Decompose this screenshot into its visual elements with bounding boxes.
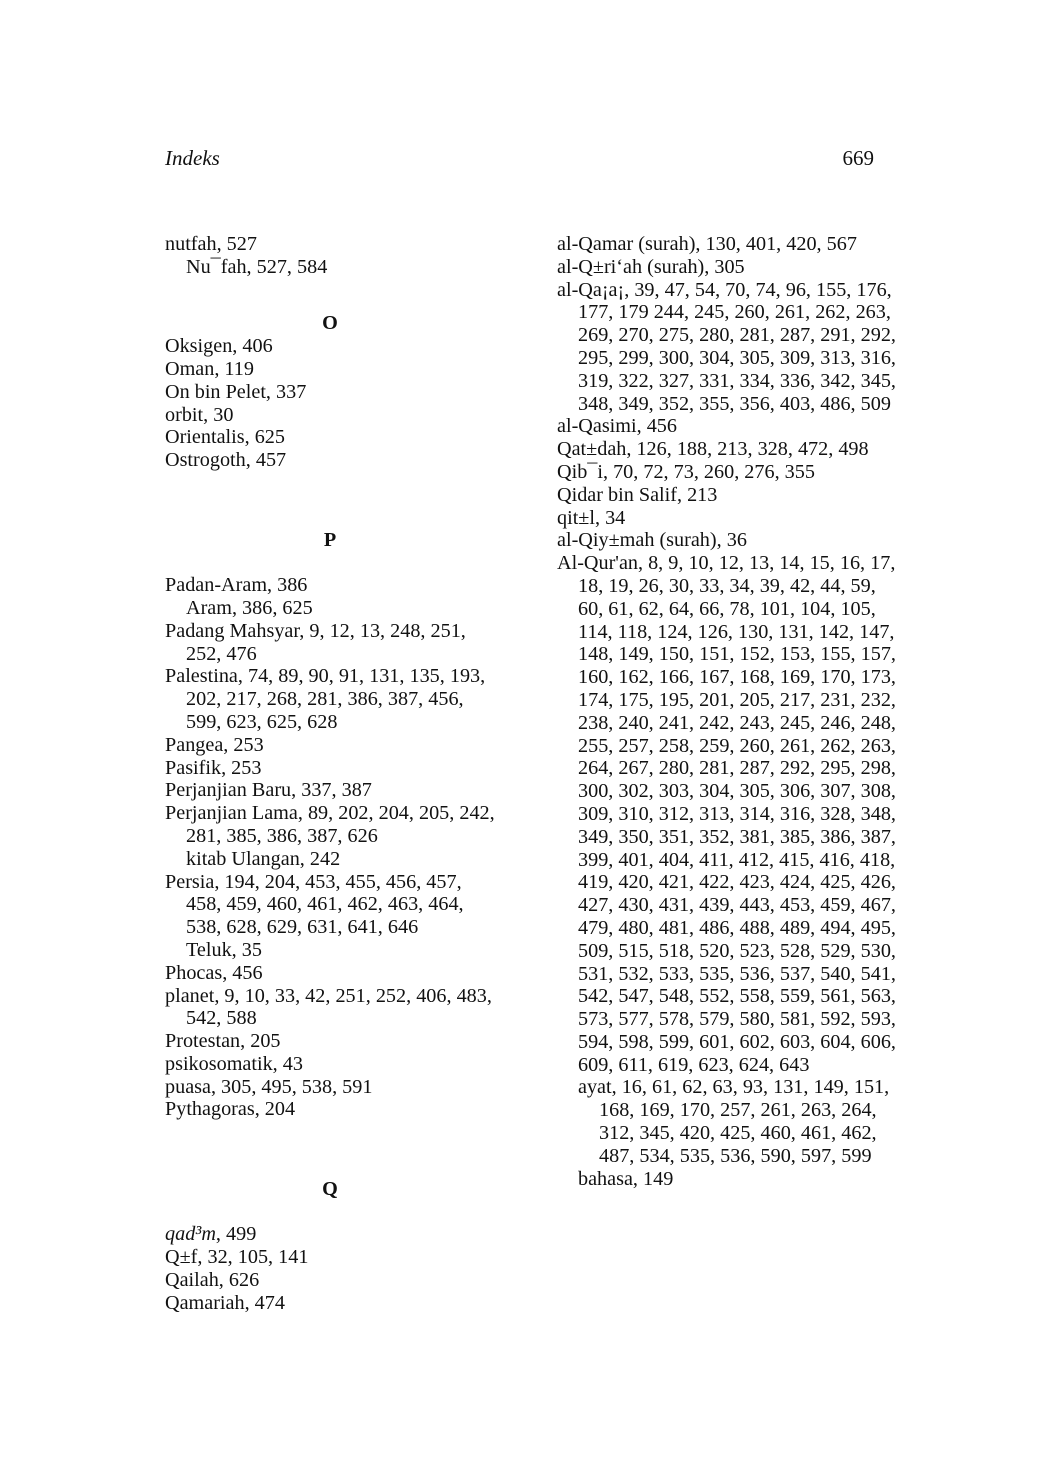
index-subentry: ayat, 16, 61, 62, 63, 93, 131, 149, 151, 168, 169, 170, 257, 261, 263, 264, 312, 345, 420, 425, 460, 461, 462, 487, 534, 535, 536, 590, 597, 599: [578, 1076, 890, 1167]
index-entry: Pasifik, 253: [165, 756, 262, 779]
index-entry: Orientalis, 625: [165, 426, 285, 449]
index-subentry: kitab Ulangan, 242: [186, 847, 341, 870]
index-subentry: bahasa, 149: [578, 1167, 674, 1190]
index-entry: On bin Pelet, 337: [165, 380, 307, 403]
index-subentry: Nu¯fah, 527, 584: [186, 255, 328, 278]
index-entry: Persia, 194, 204, 453, 455, 456, 457, 458, 459, 460, 461, 462, 463, 464, 538, 628, 629, 631, 641, 646: [165, 870, 464, 939]
index-entry: Perjanjian Lama, 89, 202, 204, 205, 242, 281, 385, 386, 387, 626: [165, 802, 495, 847]
running-title: Indeks: [165, 146, 220, 170]
index-entry: [165, 1223, 495, 1246]
index-entry: Phocas, 456: [165, 961, 263, 984]
index-column-right: [557, 233, 902, 1190]
index-entry: Qidar bin Salif, 213: [557, 483, 718, 506]
index-column-left: [165, 233, 495, 1315]
index-entry: al-Qa¡a¡, 39, 47, 54, 70, 74, 96, 155, 176, 177, 179 244, 245, 260, 261, 262, 263, 269, 270, 275, 280, 281, 287, 291, 292, 295, 299, 300, 304, 305, 309, 313, 316, 319, 322, 327, 331, 334, 336, 342, 345, 348, 349, 352, 355, 356, 403, 486, 509: [557, 278, 896, 415]
index-entry: Qailah, 626: [165, 1269, 260, 1292]
index-entry: al-Qasimi, 456: [557, 415, 677, 438]
section-letter-o: O: [322, 312, 338, 335]
index-entry: Pythagoras, 204: [165, 1098, 296, 1121]
index-entry: Qib¯i, 70, 72, 73, 260, 276, 355: [557, 460, 815, 483]
index-entry: planet, 9, 10, 33, 42, 251, 252, 406, 483, 542, 588: [165, 984, 492, 1030]
index-subentry: Teluk, 35: [186, 938, 262, 961]
index-entry: Q±f, 32, 105, 141: [165, 1246, 309, 1269]
index-entry: Padang Mahsyar, 9, 12, 13, 248, 251, 252, 476: [165, 619, 466, 665]
index-entry: puasa, 305, 495, 538, 591: [165, 1075, 373, 1098]
index-entry: Perjanjian Baru, 337, 387: [165, 779, 372, 802]
index-entry: Oksigen, 406: [165, 335, 273, 358]
index-entry: Al-Qur'an, 8, 9, 10, 12, 13, 14, 15, 16, 17, 18, 19, 26, 30, 33, 34, 39, 42, 44, 59, 60, 61, 62, 64, 66, 78, 101, 104, 105, 114, 118, 124, 126, 130, 131, 142, 147, 148, 149, 150, 151, 152, 153, 155, 157, 160, 162, 166, 167, 168, 169, 170, 173, 174, 175, 195, 201, 205, 217, 231, 232, 238, 240, 241, 242, 243, 245, 246, 248, 255, 257, 258, 259, 260, 261, 262, 263, 264, 267, 280, 281, 287, 292, 295, 298, 300, 302, 303, 304, 305, 306, 307, 308, 309, 310, 312, 313, 314, 316, 328, 348, 349, 350, 351, 352, 381, 385, 386, 387, 399, 401, 404, 411, 412, 415, 416, 418, 419, 420, 421, 422, 423, 424, 425, 426, 427, 430, 431, 439, 443, 453, 459, 467, 479, 480, 481, 486, 488, 489, 494, 495, 509, 515, 518, 520, 523, 528, 529, 530, 531, 532, 533, 535, 536, 537, 540, 541, 542, 547, 548, 552, 558, 559, 561, 563, 573, 577, 578, 579, 580, 581, 592, 593, 594, 598, 599, 601, 602, 603, 604, 606, 609, 611, 619, 623, 624, 643: [557, 552, 896, 1076]
index-entry: nutfah, 527: [165, 233, 257, 255]
index-entry: Palestina, 74, 89, 90, 91, 131, 135, 193, 202, 217, 268, 281, 386, 387, 456, 599, 623, 625, 628: [165, 665, 486, 733]
index-entry: Pangea, 253: [165, 733, 264, 756]
index-entry: al-Q±ri‘ah (surah), 305: [557, 255, 745, 278]
index-term-italic: qad³m: [165, 1223, 216, 1246]
index-entry: Qamariah, 474: [165, 1291, 285, 1314]
index-entry: Padan-Aram, 386: [165, 574, 308, 597]
index-entry: al-Qiy±mah (surah), 36: [557, 529, 747, 552]
index-entry: Qat±dah, 126, 188, 213, 328, 472, 498: [557, 438, 869, 461]
index-entry: Ostrogoth, 457: [165, 449, 287, 472]
section-letter-q: Q: [322, 1177, 338, 1200]
index-subentry: Aram, 386, 625: [186, 596, 313, 619]
section-letter-p: P: [323, 528, 337, 551]
index-entry: Protestan, 205: [165, 1030, 281, 1053]
index-entry: al-Qamar (surah), 130, 401, 420, 567: [557, 233, 857, 255]
index-entry: psikosomatik, 43: [165, 1052, 303, 1075]
index-entry: orbit, 30: [165, 403, 234, 426]
page-number: 669: [842, 146, 874, 170]
index-entry: qit±l, 34: [557, 506, 626, 529]
index-pages: , 499: [215, 1223, 257, 1246]
index-entry: Oman, 119: [165, 357, 254, 380]
